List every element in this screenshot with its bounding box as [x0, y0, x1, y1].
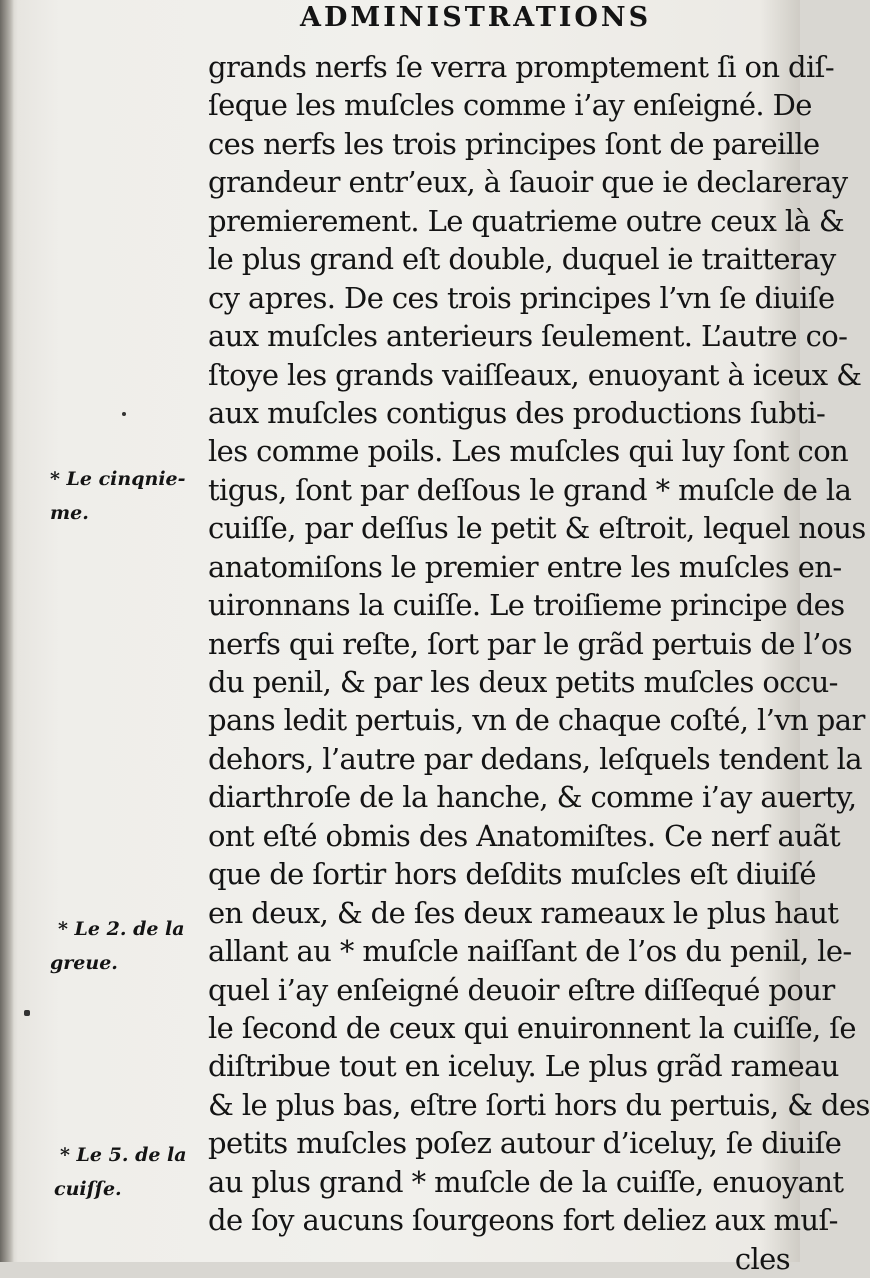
- text-line: quel i’ay enſeigné deuoir eſtre diſſequé pour: [208, 972, 835, 1007]
- marginal-note: [50, 912, 185, 980]
- text-line: cuiſſe, par deſſus le petit & eſtroit, lequel nous: [208, 511, 866, 546]
- marginal-note-line: * Le 2. de la: [58, 918, 185, 940]
- text-line: en deux, & de ſes deux rameaux le plus haut: [208, 895, 839, 930]
- text-line: aux muſcles contigus des productions ſubti-: [208, 395, 826, 430]
- text-line: du penil, & par les deux petits muſcles occu-: [208, 665, 838, 699]
- gutter-shadow: [0, 0, 14, 1262]
- text-line: le ſecond de ceux qui enuironnent la cuiſſe, ſe: [208, 1010, 856, 1045]
- text-line: aux muſcles anterieurs ſeulement. L’autre co-: [208, 319, 848, 354]
- text-line: diſtribue tout en iceluy. Le plus grãd rameau: [208, 1049, 839, 1084]
- marginal-note-line: cuiſſe.: [54, 1178, 122, 1200]
- text-line: au plus grand * muſcle de la cuiſſe, enuoyant: [208, 1164, 844, 1199]
- text-line: premierement. Le quatrieme outre ceux là &: [208, 203, 845, 238]
- text-line: que de ſortir hors deſdits muſcles eſt diuiſé: [208, 857, 816, 892]
- ink-speck: [122, 412, 126, 416]
- text-line: ſtoye les grands vaiſſeaux, enuoyant à iceux &: [208, 357, 862, 392]
- text-line: nerfs qui reſte, ſort par le grãd pertuis de l’os: [208, 626, 852, 661]
- text-line: petits muſcles poſez autour d’iceluy, ſe diuiſe: [208, 1126, 842, 1161]
- text-line: grands nerfs ſe verra promptement ſi on diſ-: [208, 50, 835, 84]
- text-line: & le plus bas, eſtre ſorti hors du pertuis, & des: [208, 1087, 870, 1122]
- marginal-note-line: * Le cinqnie-: [50, 468, 186, 490]
- text-line: les comme poils. Les muſcles qui luy ſont con: [208, 434, 849, 469]
- text-line: uironnans la cuiſſe. Le troiſieme principe des: [208, 588, 845, 623]
- ink-speck: [24, 1010, 30, 1016]
- marginal-note: [54, 1138, 187, 1206]
- text-line: ces nerfs les trois principes ſont de pareille: [208, 126, 820, 161]
- marginal-note-line: me.: [50, 502, 89, 524]
- marginal-note: [50, 462, 186, 530]
- text-line: pans ledit pertuis, vn de chaque coſté, l’vn par: [208, 703, 865, 738]
- text-line: ſeque les muſcles comme i’ay enſeigné. De: [208, 88, 812, 123]
- text-line: grandeur entr’eux, à ſauoir que ie declareray: [208, 165, 848, 200]
- text-line: tigus, ſont par deſſous le grand * muſcle de la: [208, 472, 852, 507]
- text-line: anatomiſons le premier entre les muſcles en-: [208, 549, 842, 584]
- text-line: de ſoy aucuns ſourgeons fort deliez aux muſ-: [208, 1203, 838, 1238]
- text-line: dehors, l’autre par dedans, leſquels tendent la: [208, 741, 862, 776]
- marginal-note-line: greue.: [50, 952, 118, 974]
- catchword: cles: [734, 1241, 790, 1276]
- text-line: diarthroſe de la hanche, & comme i’ay auerty,: [208, 780, 857, 815]
- marginal-note-line: * Le 5. de la: [60, 1144, 187, 1166]
- text-line: le plus grand eſt double, duquel ie traitteray: [208, 242, 836, 277]
- text-line: allant au * muſcle naiſſant de l’os du penil, le-: [208, 934, 852, 969]
- text-line: ont eſté obmis des Anatomiſtes. Ce nerf auãt: [208, 818, 841, 853]
- text-line: cy apres. De ces trois principes l’vn ſe diuiſe: [208, 280, 835, 315]
- running-head: ADMINISTRATIONS: [300, 2, 652, 33]
- body-text: [208, 48, 870, 1278]
